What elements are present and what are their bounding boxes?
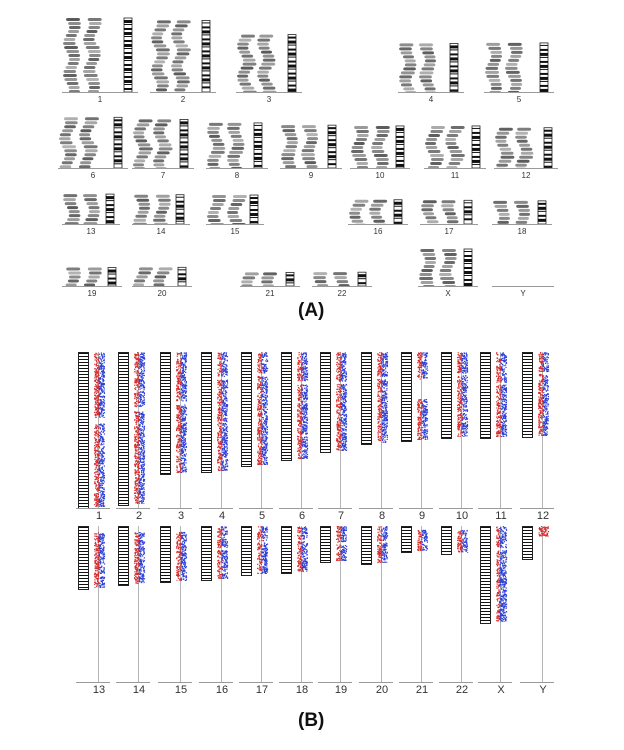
karyotype-chromosome-5	[484, 28, 554, 106]
chromosome-pair-image	[350, 104, 410, 168]
chromosome-number-label: 14	[156, 227, 166, 236]
column-separator	[116, 682, 150, 683]
column-separator	[478, 682, 512, 683]
copy-number-scatter-chr-2	[132, 352, 146, 504]
copy-number-scatter-chr-14	[132, 526, 146, 584]
chromosome-number-label: 7	[337, 510, 345, 522]
chromosome-number-label: 19	[334, 684, 348, 696]
copy-number-scatter-chr-7	[334, 352, 348, 451]
chromosome-number-label: 12	[521, 171, 531, 180]
chromosome-number-label: 22	[455, 684, 469, 696]
copy-number-scatter-chr-22	[455, 526, 469, 553]
karyotype-chromosome-6	[58, 100, 128, 182]
chromosome-pair-image	[484, 28, 554, 92]
column-separator	[158, 682, 192, 683]
karyotype-chromosome-Y	[492, 232, 554, 300]
chromosome-number-label: 3	[177, 510, 185, 522]
chromosome-number-label: X	[497, 684, 505, 696]
baseline	[494, 168, 558, 169]
chromosome-number-label: 18	[517, 227, 527, 236]
chromosome-pair-image	[418, 232, 478, 286]
ideogram-chr-20	[361, 526, 372, 565]
baseline	[484, 92, 554, 93]
karyotype-chromosome-10	[350, 104, 410, 182]
chromosome-number-label: 20	[157, 289, 167, 298]
chromosome-number-label: 14	[132, 684, 146, 696]
copy-number-scatter-chr-8	[375, 352, 389, 443]
column-separator	[439, 508, 473, 509]
baseline	[492, 286, 554, 287]
chromosome-number-label: 7	[160, 171, 166, 180]
ideogram-chr-2	[118, 352, 129, 506]
baseline	[350, 168, 410, 169]
chromosome-number-label: 1	[97, 95, 103, 104]
baseline	[206, 224, 264, 225]
ideogram-chr-Y	[522, 526, 533, 560]
chromosome-number-label: 11	[450, 171, 460, 180]
chromosome-number-label: 13	[92, 684, 106, 696]
chromosome-number-label: Y	[539, 684, 547, 696]
chromosome-pair-image	[348, 178, 408, 224]
column-separator	[158, 508, 192, 509]
chromosome-number-label: 5	[516, 95, 522, 104]
baseline	[206, 168, 268, 169]
baseline	[240, 286, 300, 287]
copy-number-scatter-chr-X	[494, 526, 508, 622]
karyotype-chromosome-11	[424, 104, 486, 182]
copy-number-scatter-chr-20	[375, 526, 389, 563]
chromosome-number-label: 13	[86, 227, 96, 236]
column-separator	[239, 508, 273, 509]
chromosome-pair-image	[312, 252, 372, 286]
chromosome-number-label: 2	[135, 510, 143, 522]
karyotype-chromosome-22	[312, 252, 372, 300]
baseline	[398, 92, 464, 93]
chromosome-number-label: 6	[90, 171, 96, 180]
baseline	[150, 92, 216, 93]
ideogram-chr-15	[160, 526, 171, 583]
karyotype-chromosome-3	[236, 22, 302, 106]
chromosome-number-label: 15	[174, 684, 188, 696]
karyotype-chromosome-20	[132, 246, 192, 300]
chromosome-pair-image	[132, 172, 190, 224]
column-separator	[116, 508, 150, 509]
chromosome-number-label: 11	[495, 510, 507, 522]
column-separator	[318, 682, 352, 683]
ideogram-chr-18	[281, 526, 292, 574]
ideogram-chr-X	[480, 526, 491, 624]
ideogram-chr-5	[241, 352, 252, 467]
karyotype-chromosome-12	[494, 106, 558, 182]
copy-number-scatter-chr-6	[295, 352, 309, 459]
ideogram-chr-19	[320, 526, 331, 563]
column-separator	[239, 682, 273, 683]
chromosome-number-label: 20	[375, 684, 389, 696]
baseline	[312, 286, 372, 287]
ideogram-chr-12	[522, 352, 533, 438]
column-separator	[399, 682, 433, 683]
karyotype-chromosome-14	[132, 172, 190, 238]
copy-number-scatter-chr-10	[455, 352, 469, 437]
chromosome-number-label: 9	[308, 171, 314, 180]
ideogram-chr-9	[401, 352, 412, 442]
copy-number-scatter-chr-3	[174, 352, 188, 473]
baseline	[132, 286, 192, 287]
ideogram-chr-14	[118, 526, 129, 586]
copy-number-scatter-chr-12	[536, 352, 550, 436]
chromosome-number-label: 16	[215, 684, 229, 696]
chromosome-number-label: 8	[378, 510, 386, 522]
copy-number-scatter-chr-21	[415, 526, 429, 551]
chromosome-pair-image	[492, 178, 552, 224]
baseline	[62, 92, 138, 93]
ideogram-chr-22	[441, 526, 452, 555]
copy-number-scatter-chr-18	[295, 526, 309, 572]
chromosome-number-label: Y	[520, 289, 526, 298]
chromosome-number-label: 19	[87, 289, 97, 298]
chromosome-pair-image	[62, 172, 120, 224]
chromosome-number-label: 5	[258, 510, 266, 522]
chromosome-pair-image	[132, 100, 194, 168]
chromosome-number-label: 9	[418, 510, 426, 522]
chromosome-number-label: 22	[337, 289, 347, 298]
chromosome-pair-image	[398, 30, 464, 92]
karyotype-chromosome-8	[206, 102, 268, 182]
column-separator	[439, 682, 473, 683]
chromosome-pair-image	[240, 252, 300, 286]
column-separator	[399, 508, 433, 509]
column-separator	[76, 508, 110, 509]
chromosome-pair-image	[206, 102, 268, 168]
ideogram-chr-7	[320, 352, 331, 453]
chromosome-number-label: 3	[266, 95, 272, 104]
karyotype-chromosome-4	[398, 30, 464, 106]
copy-number-scatter-chr-4	[215, 352, 229, 471]
chromosome-pair-image	[280, 104, 342, 168]
chromosome-pair-image	[132, 246, 192, 286]
chromosome-pair-image	[62, 14, 138, 92]
ideogram-chr-13	[78, 526, 89, 590]
copy-number-scatter-chr-13	[92, 526, 106, 588]
copy-number-scatter-chr-5	[255, 352, 269, 465]
baseline	[418, 286, 478, 287]
copy-number-scatter-chr-9	[415, 352, 429, 440]
column-separator	[520, 508, 554, 509]
karyotype-chromosome-1	[62, 14, 138, 106]
chromosome-number-label: 17	[255, 684, 269, 696]
chromosome-pair-image	[494, 106, 558, 168]
ideogram-chr-17	[241, 526, 252, 576]
karyotype-chromosome-17	[420, 178, 478, 238]
baseline	[420, 224, 478, 225]
karyotype-chromosome-7	[132, 100, 194, 182]
cnv-ideogram-panel	[0, 330, 624, 710]
chromosome-number-label: 21	[415, 684, 429, 696]
chromosome-number-label: 17	[444, 227, 454, 236]
karyotype-chromosome-X	[418, 232, 478, 300]
baseline	[62, 286, 122, 287]
column-separator	[478, 508, 512, 509]
ideogram-chr-8	[361, 352, 372, 445]
copy-number-scatter-chr-1	[92, 352, 106, 507]
baseline	[58, 168, 128, 169]
chromosome-number-label: 2	[180, 95, 186, 104]
ideogram-chr-11	[480, 352, 491, 439]
column-separator	[199, 682, 233, 683]
baseline	[132, 224, 190, 225]
chromosome-number-label: 6	[298, 510, 306, 522]
chromosome-pair-image	[424, 104, 486, 168]
chromosome-number-label: 15	[230, 227, 240, 236]
column-separator	[359, 682, 393, 683]
chromosome-number-label: 21	[265, 289, 275, 298]
karyotype-chromosome-15	[206, 172, 264, 238]
baseline	[348, 224, 408, 225]
chromosome-number-label: 1	[95, 510, 103, 522]
column-separator	[279, 682, 313, 683]
karyotype-chromosome-18	[492, 178, 552, 238]
ideogram-chr-1	[78, 352, 89, 509]
karyotype-chromosome-13	[62, 172, 120, 238]
baseline	[280, 168, 342, 169]
karyotype-chromosome-9	[280, 104, 342, 182]
column-separator	[359, 508, 393, 509]
chromosome-pair-image	[150, 14, 216, 92]
chromosome-number-label: 18	[295, 684, 309, 696]
panel-b-label: (B)	[298, 710, 325, 731]
ideogram-chr-10	[441, 352, 452, 439]
copy-number-scatter-chr-17	[255, 526, 269, 574]
karyotype-chromosome-19	[62, 246, 122, 300]
karyogram-panel	[0, 0, 624, 300]
karyotype-chromosome-2	[150, 14, 216, 106]
baseline	[236, 92, 302, 93]
copy-number-scatter-chr-19	[334, 526, 348, 561]
copy-number-scatter-chr-11	[494, 352, 508, 437]
ideogram-chr-16	[201, 526, 212, 581]
ideogram-chr-3	[160, 352, 171, 475]
baseline	[424, 168, 486, 169]
chromosome-pair-image	[58, 100, 128, 168]
panel-a-label: (A)	[298, 300, 325, 321]
column-separator	[279, 508, 313, 509]
chromosome-number-label: 16	[373, 227, 383, 236]
copy-number-scatter-chr-15	[174, 526, 188, 581]
chromosome-number-label: 4	[218, 510, 226, 522]
column-separator	[199, 508, 233, 509]
column-separator	[520, 682, 554, 683]
chromosome-number-label: 4	[428, 95, 434, 104]
chromosome-number-label: 8	[234, 171, 240, 180]
chromosome-pair-image	[236, 22, 302, 92]
karyotype-chromosome-16	[348, 178, 408, 238]
chromosome-number-label: 10	[375, 171, 385, 180]
ideogram-chr-4	[201, 352, 212, 473]
chromosome-pair-image	[206, 172, 264, 224]
baseline	[492, 224, 552, 225]
ideogram-chr-21	[401, 526, 412, 553]
copy-number-scatter-chr-Y	[536, 526, 550, 558]
chromosome-number-label: X	[445, 289, 451, 298]
column-separator	[318, 508, 352, 509]
column-separator	[76, 682, 110, 683]
chromosome-pair-image	[62, 246, 122, 286]
baseline	[132, 168, 194, 169]
ideogram-chr-6	[281, 352, 292, 461]
chromosome-number-label: 12	[536, 510, 550, 522]
baseline	[62, 224, 120, 225]
karyotype-chromosome-21	[240, 252, 300, 300]
copy-number-scatter-chr-16	[215, 526, 229, 579]
chromosome-pair-image	[420, 178, 478, 224]
chromosome-number-label: 10	[455, 510, 469, 522]
